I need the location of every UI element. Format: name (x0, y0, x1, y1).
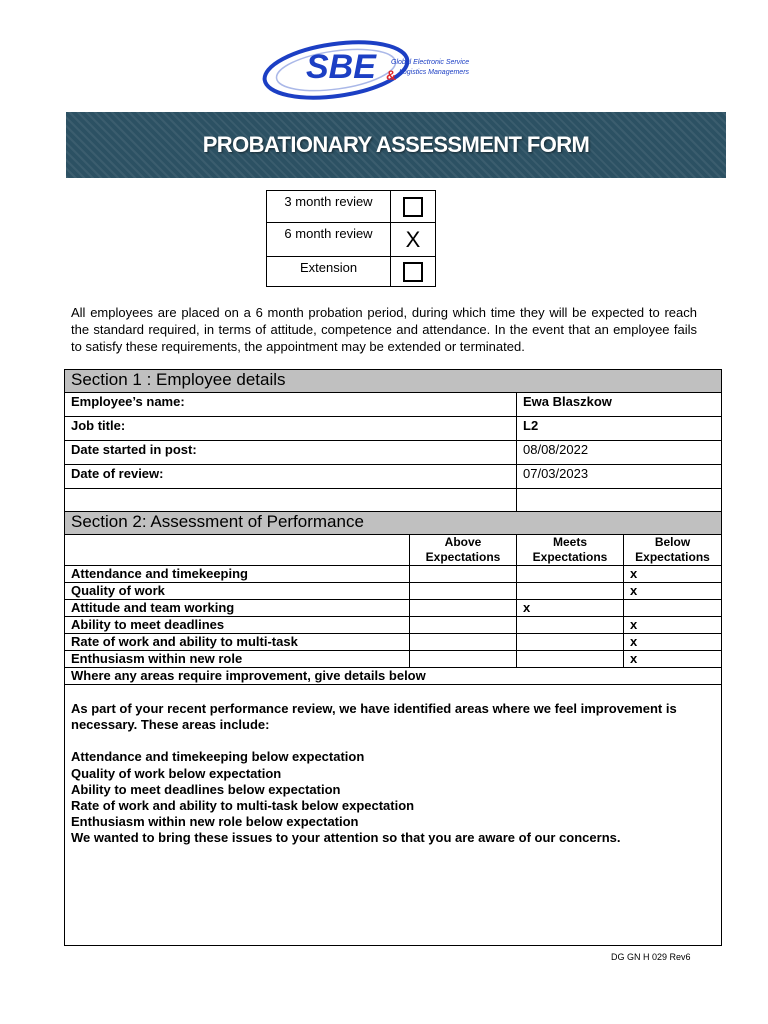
form-title: PROBATIONARY ASSESSMENT FORM (202, 132, 590, 157)
rating-above-cell[interactable] (410, 634, 517, 651)
sbe-logo (258, 32, 484, 104)
blank-row (65, 489, 722, 512)
review-option-label: 6 month review (267, 223, 391, 257)
intro-paragraph: All employees are placed on a 6 month probation period, during which time they will be expected to reach the standard required, in terms of attitude, competence and attendance. In the event that an employee fails to satisfy these requirements, the appointment may be extended or terminated. (71, 305, 697, 354)
rating-below-cell[interactable]: x (624, 651, 722, 668)
rating-row (65, 651, 722, 668)
logo-tagline-1: Global Electronic Service (391, 59, 470, 66)
rating-above-cell[interactable] (410, 600, 517, 617)
rating-label: Ability to meet deadlines (65, 617, 410, 634)
section-header (65, 370, 722, 393)
rating-label: Attendance and timekeeping (65, 566, 410, 583)
field-label: Date started in post: (65, 441, 517, 465)
rating-row (65, 566, 722, 583)
improvement-details-box[interactable] (65, 685, 722, 946)
review-option-row (267, 223, 436, 257)
rating-label: Quality of work (65, 583, 410, 600)
improvement-intro: As part of your recent performance review, we have identified areas where we feel improvement is necessary. These areas include: (71, 701, 677, 733)
date-started-row (65, 441, 722, 465)
review-option-mark: X (405, 226, 421, 252)
section1-title: Section 1 : Employee details (65, 370, 722, 393)
rating-column-header: Meets Expectations (517, 535, 624, 566)
rating-below-cell[interactable]: x (624, 583, 722, 600)
rating-column-header: Above Expectations (410, 535, 517, 566)
rating-below-cell[interactable] (624, 600, 722, 617)
review-option-row (267, 191, 436, 223)
rating-header-blank (65, 535, 410, 566)
improvement-closing: We wanted to bring these issues to your attention so that you are aware of our concerns. (71, 830, 621, 846)
section-header (65, 512, 722, 535)
review-type-table (266, 190, 436, 287)
rating-column-header: Below Expectations (624, 535, 722, 566)
date-review-row (65, 465, 722, 489)
job-title-row (65, 417, 722, 441)
improvement-heading: Where any areas require improvement, give details below (65, 668, 722, 685)
checkbox-empty-icon (403, 197, 423, 217)
rating-label: Enthusiasm within new role (65, 651, 410, 668)
title-banner (66, 112, 726, 178)
review-option-checkbox[interactable] (391, 191, 436, 223)
review-option-label: 3 month review (267, 191, 391, 223)
employee-name-row (65, 393, 722, 417)
improvement-item: Ability to meet deadlines below expectation (71, 781, 341, 797)
field-label: Job title: (65, 417, 517, 441)
rating-below-cell[interactable]: x (624, 566, 722, 583)
rating-label: Attitude and team working (65, 600, 410, 617)
improvement-item: Enthusiasm within new role below expectation (71, 814, 359, 830)
improvement-heading-row (65, 668, 722, 685)
rating-row (65, 634, 722, 651)
checkbox-empty-icon (403, 262, 423, 282)
section2-title: Section 2: Assessment of Performance (65, 512, 722, 535)
document-code: DG GN H 029 Rev6 (611, 952, 691, 962)
logo-amp: & (386, 67, 397, 83)
job-title-value[interactable]: L2 (517, 417, 722, 441)
rating-above-cell[interactable] (410, 566, 517, 583)
date-review-value[interactable]: 07/03/2023 (517, 465, 722, 489)
rating-row (65, 617, 722, 634)
rating-header-row (65, 535, 722, 566)
rating-row (65, 583, 722, 600)
field-label: Employee’s name: (65, 393, 517, 417)
rating-meets-cell[interactable] (517, 651, 624, 668)
rating-meets-cell[interactable] (517, 634, 624, 651)
date-started-value[interactable]: 08/08/2022 (517, 441, 722, 465)
rating-row (65, 600, 722, 617)
blank-cell[interactable] (517, 489, 722, 512)
field-label: Date of review: (65, 465, 517, 489)
rating-meets-cell[interactable] (517, 566, 624, 583)
review-option-row (267, 257, 436, 287)
logo-tagline-2: Logistics Managemers (399, 69, 470, 76)
review-option-checkbox[interactable] (391, 223, 436, 257)
improvement-item: Attendance and timekeeping below expectation (71, 749, 365, 765)
improvement-details-row (65, 685, 722, 946)
rating-meets-cell[interactable]: x (517, 600, 624, 617)
rating-label: Rate of work and ability to multi-task (65, 634, 410, 651)
rating-above-cell[interactable] (410, 583, 517, 600)
employee-name-value[interactable]: Ewa Blaszkow (517, 393, 722, 417)
improvement-item: Quality of work below expectation (71, 765, 282, 781)
rating-below-cell[interactable]: x (624, 617, 722, 634)
logo-name: SBE (306, 48, 376, 86)
rating-below-cell[interactable]: x (624, 634, 722, 651)
blank-cell[interactable] (65, 489, 517, 512)
review-option-label: Extension (267, 257, 391, 287)
improvement-item: Rate of work and ability to multi-task below expectation (71, 798, 415, 814)
rating-above-cell[interactable] (410, 651, 517, 668)
assessment-table (64, 369, 722, 946)
rating-meets-cell[interactable] (517, 617, 624, 634)
rating-meets-cell[interactable] (517, 583, 624, 600)
rating-above-cell[interactable] (410, 617, 517, 634)
review-option-checkbox[interactable] (391, 257, 436, 287)
